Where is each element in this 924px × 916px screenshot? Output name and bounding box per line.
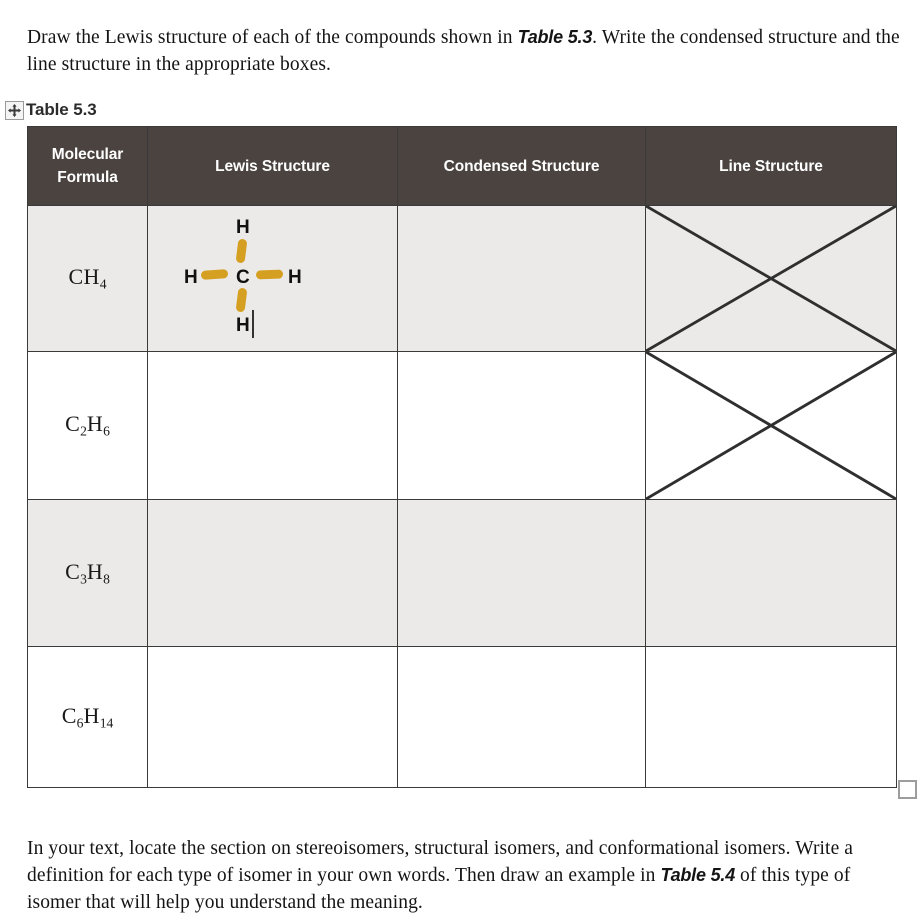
- cell-condensed-structure[interactable]: [398, 352, 646, 500]
- cell-lewis-structure[interactable]: [148, 500, 398, 647]
- table-caption-label: Table 5.3: [26, 100, 97, 119]
- cell-condensed-structure[interactable]: [398, 647, 646, 788]
- formula-h-subscript: 8: [103, 571, 110, 587]
- atom-carbon-center: C: [236, 267, 250, 288]
- closing-text-part1: In your text, locate the section on stereoisomers, structural isomers, and conformational isomers. Write a definition for each type of isomer in your own words. Then draw an example in: [27, 837, 854, 886]
- cross-out-x-icon: [646, 206, 896, 351]
- table-row: [28, 352, 897, 500]
- table-reference-5-3: Table 5.3: [517, 26, 593, 47]
- atom-hydrogen-top: H: [236, 217, 250, 238]
- table-header-row: [28, 127, 897, 206]
- intro-text-part2: . Write the condensed structure and the line structure in the appropriate boxes.: [27, 26, 900, 75]
- bond-c-h-bottom: [236, 288, 248, 313]
- methane-lewis-drawing[interactable]: [180, 212, 310, 340]
- atom-hydrogen-left: H: [184, 267, 198, 288]
- cell-molecular-formula[interactable]: $C_6H_{14}$: [28, 647, 148, 788]
- atom-hydrogen-right: H: [288, 267, 302, 288]
- column-header-line-structure: Line Structure: [646, 127, 897, 206]
- intro-text-part1: Draw the Lewis structure of each of the compounds shown in: [27, 26, 518, 48]
- cell-lewis-structure[interactable]: [148, 352, 398, 500]
- cell-line-structure[interactable]: [646, 500, 897, 647]
- lewis-structure-table: [27, 126, 897, 788]
- column-header-molecular-formula: [28, 127, 148, 206]
- cell-line-structure[interactable]: [646, 352, 897, 500]
- formula-c-subscript: 2: [80, 423, 87, 439]
- bond-c-h-right: [256, 270, 283, 280]
- column-header-lewis-structure: Lewis Structure: [148, 127, 398, 206]
- formula-h-subscript: 4: [99, 276, 107, 292]
- cell-lewis-structure[interactable]: [148, 647, 398, 788]
- table-row: [28, 206, 897, 352]
- closing-paragraph: [27, 835, 899, 916]
- column-header-line2: Formula: [57, 169, 118, 186]
- bond-c-h-left: [201, 269, 229, 280]
- cell-condensed-structure[interactable]: [398, 206, 646, 352]
- table-row: [28, 500, 897, 647]
- text-cursor-caret: [252, 310, 254, 338]
- cell-molecular-formula[interactable]: $C_3H_8$: [28, 500, 148, 647]
- cross-out-x-icon: [646, 352, 896, 499]
- cell-condensed-structure[interactable]: [398, 500, 646, 647]
- atom-hydrogen-bottom: H: [236, 315, 250, 336]
- table-row: [28, 647, 897, 788]
- bond-c-h-top: [236, 239, 248, 264]
- table-resize-handle-icon[interactable]: [898, 780, 917, 799]
- cell-line-structure[interactable]: [646, 206, 897, 352]
- formula-h-subscript: 14: [99, 715, 114, 731]
- intro-paragraph: [27, 24, 907, 78]
- cell-line-structure[interactable]: [646, 647, 897, 788]
- cell-molecular-formula[interactable]: $CH_4$: [28, 206, 148, 352]
- cell-molecular-formula[interactable]: $C_2H_6$: [28, 352, 148, 500]
- column-header-line1: Molecular: [51, 146, 124, 163]
- formula-c-subscript: 3: [80, 571, 87, 587]
- table-caption-row: [5, 100, 97, 120]
- formula-h-subscript: 6: [103, 423, 110, 439]
- column-header-condensed-structure: Condensed Structure: [398, 127, 646, 206]
- table-reference-5-4: Table 5.4: [660, 864, 736, 885]
- table-move-handle-icon[interactable]: [5, 101, 24, 120]
- closing-text-part2: of this type of isomer that will help you understand the meaning.: [27, 864, 851, 913]
- formula-c-subscript: 6: [76, 715, 84, 731]
- cell-lewis-structure[interactable]: [148, 206, 398, 352]
